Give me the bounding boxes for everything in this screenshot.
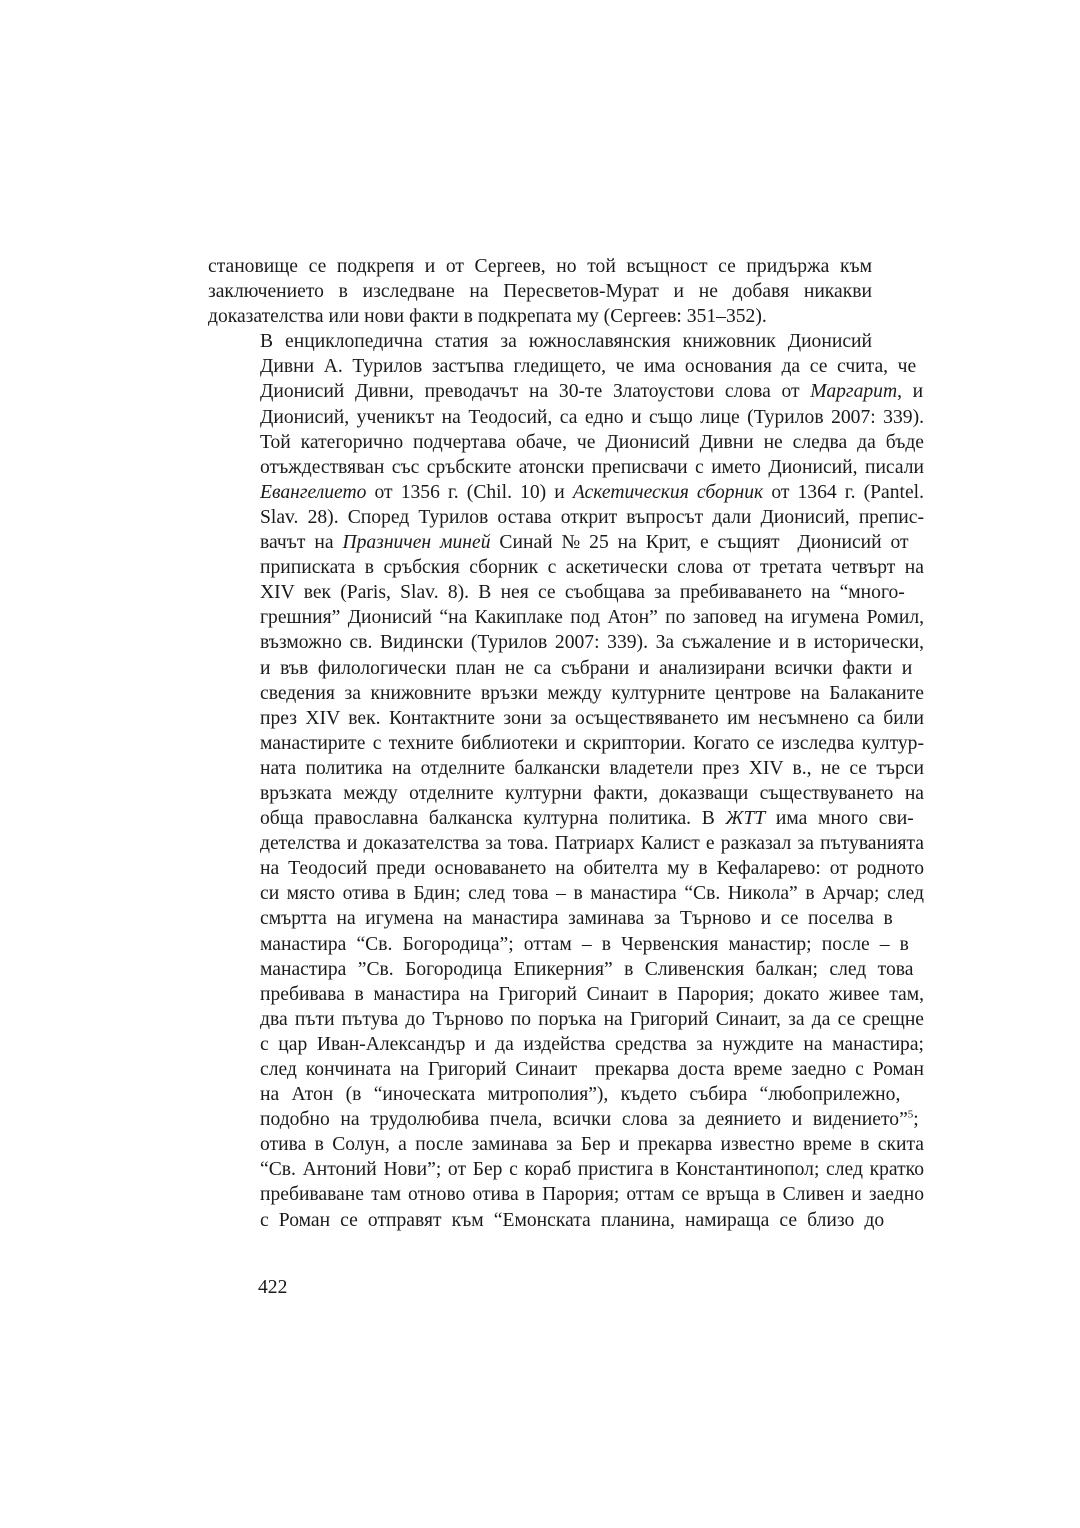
text-segment: Дионисий, ученикът на Теодосий, са едно и също лице (Турилов 2007: 339). <box>260 406 924 428</box>
footnote-marker: 5 <box>907 1108 914 1121</box>
text-line <box>208 831 924 856</box>
text-segment: доказателства или нови факти в подкрепата му (Сергеев: 351–352). <box>208 306 767 328</box>
text-segment: манастира “Св. Богородица”; оттам – в Червенския манастир; после – в <box>260 933 909 955</box>
text-line <box>208 329 872 354</box>
text-segment: отъждествяван със сръбските атонски преписвачи с името Дионисий, писали <box>260 456 924 478</box>
text-line <box>208 881 924 906</box>
text-line <box>208 505 924 530</box>
text-segment: В енциклопедична статия за южнославянския книжовник Дионисий <box>260 331 872 353</box>
text-line <box>208 605 924 630</box>
text-segment: възможно св. Видински (Турилов 2007: 339). За съжаление и в исторически, <box>260 632 924 654</box>
text-line <box>208 1057 924 1082</box>
paragraph <box>208 329 924 1232</box>
text-line <box>208 530 909 555</box>
text-line <box>208 906 893 931</box>
text-line <box>208 731 924 756</box>
text-segment: манастира ”Св. Богородица Епикерния” в Сливенския балкан; след това <box>260 958 914 980</box>
text-segment: вачът на <box>260 532 343 554</box>
text-segment: “Св. Антоний Нови”; от Бер с кораб пристига в Константинопол; след кратко <box>260 1159 924 1181</box>
document-body <box>208 254 924 1233</box>
text-line <box>208 1157 924 1182</box>
text-segment: приписката в сръбския сборник с аскетически слова от третата четвърт на <box>260 557 924 579</box>
text-line <box>208 1082 901 1107</box>
text-line <box>208 580 905 605</box>
text-line <box>208 254 872 279</box>
text-line <box>208 304 872 329</box>
text-segment: на Атон (в “иноческата митрополия”), където събира “любоприлежно, <box>260 1084 901 1106</box>
text-line <box>208 279 872 304</box>
text-segment: Дивни А. Турилов застъпва гледището, че има основания да се счита, че <box>260 356 917 378</box>
text-line <box>208 957 914 982</box>
text-line <box>208 555 924 580</box>
text-segment: на Теодосий преди основаването на обителта му в Кефаларево: от родното <box>260 858 924 880</box>
text-segment: от 1364 г. (Pantel. <box>763 481 924 503</box>
text-segment: ; <box>913 1109 919 1131</box>
text-line <box>208 1107 919 1132</box>
paragraph <box>208 254 872 329</box>
text-line <box>208 354 917 379</box>
page-number: 422 <box>258 1277 288 1298</box>
text-line <box>208 856 924 881</box>
text-segment: подобно на трудолюбива пчела, всички слова за деянието и видението” <box>260 1109 908 1131</box>
text-line <box>208 982 924 1007</box>
text-segment: връзката между отделните културни факти, доказващи съществуването на <box>260 782 924 804</box>
text-segment: от 1356 г. (Chil. 10) и <box>366 481 573 503</box>
text-segment: грешния” Дионисий “на Какиплаке под Атон” по заповед на игумена Ромил, <box>260 607 924 629</box>
text-segment: ната политика на отделните балкански владетели през XIV в., не се търси <box>260 757 924 779</box>
text-segment: през XIV век. Контактните зони за осъществяването им несъмнено са били <box>260 707 924 729</box>
text-segment: Slav. 28). Според Турилов остава открит въпросът дали Дионисий, препис- <box>260 506 924 528</box>
text-segment: с цар Иван-Александър и да издейства средства за нуждите на манастира; <box>260 1033 924 1055</box>
text-segment: сведения за книжовните връзки между културните центрове на Балаканите <box>260 682 924 704</box>
text-segment: XIV век (Paris, Slav. 8). В нея се съобщава за пребиваването на “много- <box>260 582 905 604</box>
text-line <box>208 806 914 831</box>
text-segment: становище се подкрепя и от Сергеев, но той всъщност се придържа към <box>208 256 872 277</box>
text-segment: манастирите с техните библиотеки и скриптории. Когато се изследва култур- <box>260 732 924 754</box>
text-segment: отива в Солун, а после заминава за Бер и прекарва известно време в скита <box>260 1134 924 1156</box>
text-line <box>208 379 924 404</box>
text-line <box>208 681 924 706</box>
italic-title: Евангелието <box>260 481 367 503</box>
text-line <box>208 656 913 681</box>
text-line <box>208 1132 924 1157</box>
italic-title: Маргарит <box>810 381 898 403</box>
text-segment: Той категорично подчертава обаче, че Дионисий Дивни не следва да бъде <box>260 431 924 453</box>
italic-title: Празничен миней <box>342 532 491 554</box>
text-segment: и във филологически план не са събрани и анализирани всички факти и <box>260 657 913 679</box>
text-line <box>208 455 924 480</box>
text-line <box>208 630 924 655</box>
text-segment: има много сви- <box>765 808 914 830</box>
text-segment: два пъти пътува до Търново по поръка на Григорий Синаит, за да се срещне <box>260 1008 924 1030</box>
text-segment: Дионисий Дивни, преводачът на 30-те Златоустови слова от <box>260 381 811 403</box>
text-line <box>208 405 924 430</box>
text-segment: пребиваване там отново отива в Парория; оттам се връща в Сливен и заедно <box>260 1184 924 1206</box>
text-line <box>208 781 924 806</box>
text-line <box>208 1032 924 1057</box>
text-segment: пребивава в манастира на Григорий Синаит в Парория; докато живее там, <box>260 983 924 1005</box>
text-segment: с Роман се отправят към “Емонската планина, намираща се близо до <box>260 1209 885 1231</box>
text-segment: смъртта на игумена на манастира заминава за Търново и се поселва в <box>260 908 893 930</box>
text-line <box>208 1208 885 1233</box>
text-segment: обща православна балканска културна политика. В <box>260 808 726 830</box>
text-line <box>208 706 924 731</box>
text-segment: си място отива в Бдин; след това – в манастира “Св. Никола” в Арчар; след <box>260 883 924 905</box>
text-line <box>208 1007 924 1032</box>
text-line <box>208 430 924 455</box>
text-segment: , и <box>897 381 924 403</box>
text-line <box>208 480 924 505</box>
text-line <box>208 1182 924 1207</box>
text-segment: след кончината на Григорий Синаит прекарва доста време заедно с Роман <box>260 1059 924 1080</box>
text-segment: Синай № 25 на Крит, е същият Дионисий от <box>490 532 909 554</box>
italic-title: Аскетическия сборник <box>572 481 764 503</box>
italic-title: ЖТТ <box>725 808 766 830</box>
text-segment: заключението в изследване на Пересветов-Мурат и не добавя никакви <box>208 281 872 303</box>
text-line <box>208 932 909 957</box>
text-segment: детелства и доказателства за това. Патриарх Калист е разказал за пътуванията <box>260 833 924 855</box>
text-line <box>208 756 924 781</box>
